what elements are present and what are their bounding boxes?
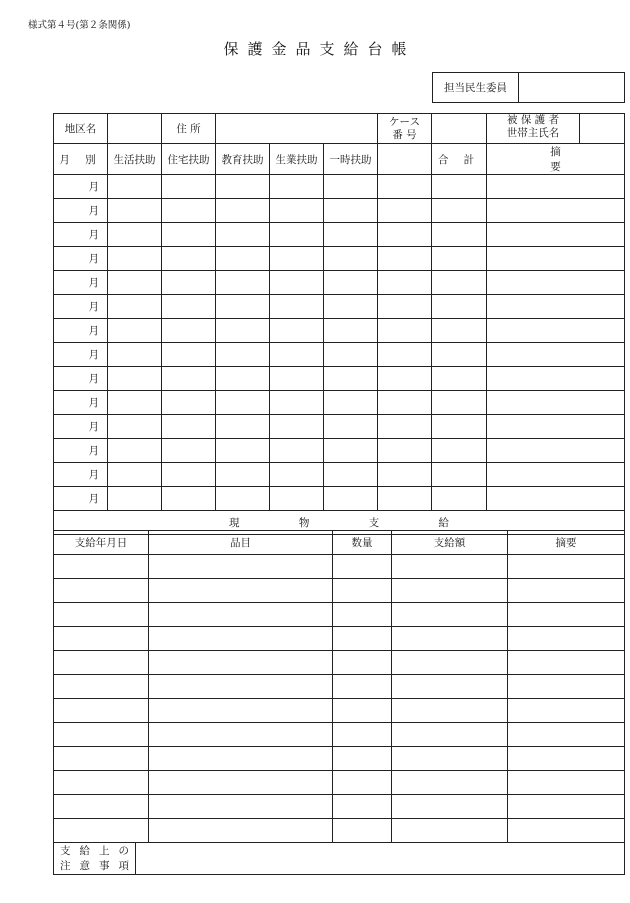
occupation-cell[interactable] — [270, 247, 324, 271]
item-cell[interactable] — [149, 699, 333, 723]
remarks-cell[interactable] — [487, 367, 625, 391]
in-kind-section-title: 現 物 支 給 — [54, 511, 625, 535]
notes-table — [53, 842, 625, 875]
housing-cell[interactable] — [162, 487, 216, 511]
housing-cell[interactable] — [162, 247, 216, 271]
col-issue-date: 支給年月日 — [54, 531, 149, 555]
in-kind-remarks-cell[interactable] — [508, 819, 625, 843]
issue-date-cell[interactable] — [54, 579, 149, 603]
month-row — [54, 391, 625, 415]
quantity-cell[interactable] — [333, 675, 392, 699]
amount-cell[interactable] — [392, 627, 508, 651]
protected-person-field[interactable] — [579, 114, 624, 143]
month-cell[interactable]: 月 — [54, 463, 108, 487]
month-row — [54, 439, 625, 463]
item-cell[interactable] — [149, 723, 333, 747]
total-cell[interactable] — [432, 343, 487, 367]
blank-cell[interactable] — [378, 175, 432, 199]
blank-cell[interactable] — [378, 343, 432, 367]
blank-cell[interactable] — [378, 247, 432, 271]
month-row — [54, 223, 625, 247]
living-cell[interactable] — [108, 271, 162, 295]
total-cell[interactable] — [432, 463, 487, 487]
case-number-label — [378, 114, 432, 144]
remarks-cell[interactable] — [487, 319, 625, 343]
month-row — [54, 343, 625, 367]
housing-cell[interactable] — [162, 463, 216, 487]
living-cell[interactable] — [108, 367, 162, 391]
col-blank — [378, 144, 432, 175]
total-cell[interactable] — [432, 415, 487, 439]
in-kind-remarks-cell[interactable] — [508, 627, 625, 651]
col-quantity: 数量 — [333, 531, 392, 555]
housing-cell[interactable] — [162, 271, 216, 295]
notes-label-line2: 注 意 事 項 — [60, 859, 129, 872]
col-in-kind-remarks: 摘要 — [508, 531, 625, 555]
temporary-cell[interactable] — [324, 247, 378, 271]
month-cell[interactable]: 月 — [54, 487, 108, 511]
in-kind-row — [54, 723, 625, 747]
occupation-cell[interactable] — [270, 415, 324, 439]
page-title: 保護金品支給台帳 — [223, 40, 416, 58]
month-cell[interactable]: 月 — [54, 199, 108, 223]
amount-cell[interactable] — [392, 555, 508, 579]
amount-cell[interactable] — [392, 795, 508, 819]
living-cell[interactable] — [108, 319, 162, 343]
occupation-cell[interactable] — [270, 175, 324, 199]
living-cell[interactable] — [108, 463, 162, 487]
education-cell[interactable] — [216, 487, 270, 511]
quantity-cell[interactable] — [333, 603, 392, 627]
temporary-cell[interactable] — [324, 463, 378, 487]
total-cell[interactable] — [432, 247, 487, 271]
amount-cell[interactable] — [392, 651, 508, 675]
occupation-cell[interactable] — [270, 439, 324, 463]
protected-label-line2: 世帯主氏名 — [506, 127, 560, 139]
total-cell[interactable] — [432, 487, 487, 511]
living-cell[interactable] — [108, 391, 162, 415]
protected-label-line1: 被 保 護 者 — [507, 114, 560, 126]
amount-cell[interactable] — [392, 771, 508, 795]
housing-cell[interactable] — [162, 223, 216, 247]
remarks-cell[interactable] — [487, 391, 625, 415]
address-field[interactable] — [216, 114, 378, 144]
amount-cell[interactable] — [392, 579, 508, 603]
remarks-cell[interactable] — [487, 343, 625, 367]
month-row — [54, 367, 625, 391]
education-cell[interactable] — [216, 247, 270, 271]
living-cell[interactable] — [108, 343, 162, 367]
quantity-cell[interactable] — [333, 579, 392, 603]
occupation-cell[interactable] — [270, 367, 324, 391]
quantity-cell[interactable] — [333, 627, 392, 651]
item-cell[interactable] — [149, 627, 333, 651]
remarks-cell[interactable] — [487, 463, 625, 487]
month-row — [54, 295, 625, 319]
education-cell[interactable] — [216, 463, 270, 487]
issue-date-cell[interactable] — [54, 699, 149, 723]
education-cell[interactable] — [216, 271, 270, 295]
item-cell[interactable] — [149, 795, 333, 819]
quantity-cell[interactable] — [333, 795, 392, 819]
temporary-cell[interactable] — [324, 175, 378, 199]
blank-cell[interactable] — [378, 271, 432, 295]
occupation-cell[interactable] — [270, 223, 324, 247]
issue-date-cell[interactable] — [54, 651, 149, 675]
blank-cell[interactable] — [378, 463, 432, 487]
education-cell[interactable] — [216, 223, 270, 247]
item-cell[interactable] — [149, 771, 333, 795]
occupation-cell[interactable] — [270, 319, 324, 343]
occupation-cell[interactable] — [270, 271, 324, 295]
month-row — [54, 415, 625, 439]
month-cell[interactable]: 月 — [54, 391, 108, 415]
col-temporary-assistance: 一時扶助 — [324, 144, 378, 175]
housing-cell[interactable] — [162, 295, 216, 319]
amount-cell[interactable] — [392, 675, 508, 699]
occupation-cell[interactable] — [270, 343, 324, 367]
item-cell[interactable] — [149, 579, 333, 603]
education-cell[interactable] — [216, 295, 270, 319]
case-label-line2: 番 号 — [392, 128, 417, 141]
case-number-field[interactable] — [432, 114, 487, 144]
housing-cell[interactable] — [162, 439, 216, 463]
total-cell[interactable] — [432, 439, 487, 463]
living-cell[interactable] — [108, 175, 162, 199]
housing-cell[interactable] — [162, 343, 216, 367]
in-kind-remarks-cell[interactable] — [508, 651, 625, 675]
commissioner-field[interactable] — [519, 73, 625, 103]
in-kind-remarks-cell[interactable] — [508, 555, 625, 579]
total-cell[interactable] — [432, 295, 487, 319]
notes-label — [54, 843, 136, 875]
remarks-cell[interactable] — [487, 223, 625, 247]
in-kind-row — [54, 747, 625, 771]
education-cell[interactable] — [216, 319, 270, 343]
in-kind-remarks-cell[interactable] — [508, 747, 625, 771]
issue-date-cell[interactable] — [54, 795, 149, 819]
issue-date-cell[interactable] — [54, 747, 149, 771]
temporary-cell[interactable] — [324, 295, 378, 319]
temporary-cell[interactable] — [324, 223, 378, 247]
blank-cell[interactable] — [378, 415, 432, 439]
quantity-cell[interactable] — [333, 723, 392, 747]
issue-date-cell[interactable] — [54, 771, 149, 795]
amount-cell[interactable] — [392, 747, 508, 771]
notes-label-line1: 支 給 上 の — [60, 844, 129, 857]
month-row — [54, 319, 625, 343]
living-cell[interactable] — [108, 487, 162, 511]
month-cell[interactable]: 月 — [54, 319, 108, 343]
temporary-cell[interactable] — [324, 391, 378, 415]
occupation-cell[interactable] — [270, 295, 324, 319]
blank-cell[interactable] — [378, 319, 432, 343]
amount-cell[interactable] — [392, 603, 508, 627]
commissioner-label: 担当民生委員 — [433, 73, 519, 103]
temporary-cell[interactable] — [324, 271, 378, 295]
protected-person-cell — [487, 114, 625, 144]
form-reference: 様式第４号(第２条関係) — [28, 20, 131, 31]
col-total: 合 計 — [432, 144, 487, 175]
in-kind-row — [54, 579, 625, 603]
housing-cell[interactable] — [162, 391, 216, 415]
living-cell[interactable] — [108, 415, 162, 439]
remarks-cell[interactable] — [487, 415, 625, 439]
in-kind-remarks-cell[interactable] — [508, 603, 625, 627]
quantity-cell[interactable] — [333, 771, 392, 795]
education-cell[interactable] — [216, 175, 270, 199]
in-kind-row — [54, 819, 625, 843]
item-cell[interactable] — [149, 555, 333, 579]
notes-field[interactable] — [136, 843, 625, 875]
temporary-cell[interactable] — [324, 343, 378, 367]
total-cell[interactable] — [432, 175, 487, 199]
col-remarks: 摘 要 — [487, 144, 625, 175]
quantity-cell[interactable] — [333, 747, 392, 771]
in-kind-row — [54, 555, 625, 579]
occupation-cell[interactable] — [270, 391, 324, 415]
housing-cell[interactable] — [162, 415, 216, 439]
blank-cell[interactable] — [378, 223, 432, 247]
month-row — [54, 463, 625, 487]
col-occupation-assistance: 生業扶助 — [270, 144, 324, 175]
education-cell[interactable] — [216, 439, 270, 463]
blank-cell[interactable] — [378, 439, 432, 463]
in-kind-remarks-cell[interactable] — [508, 795, 625, 819]
in-kind-row — [54, 699, 625, 723]
education-cell[interactable] — [216, 343, 270, 367]
in-kind-row — [54, 795, 625, 819]
education-cell[interactable] — [216, 199, 270, 223]
quantity-cell[interactable] — [333, 819, 392, 843]
month-cell[interactable]: 月 — [54, 367, 108, 391]
month-cell[interactable]: 月 — [54, 247, 108, 271]
education-cell[interactable] — [216, 415, 270, 439]
living-cell[interactable] — [108, 223, 162, 247]
quantity-cell[interactable] — [333, 555, 392, 579]
temporary-cell[interactable] — [324, 415, 378, 439]
occupation-cell[interactable] — [270, 463, 324, 487]
in-kind-row — [54, 771, 625, 795]
education-cell[interactable] — [216, 367, 270, 391]
living-cell[interactable] — [108, 247, 162, 271]
total-cell[interactable] — [432, 223, 487, 247]
in-kind-row — [54, 603, 625, 627]
remarks-cell[interactable] — [487, 175, 625, 199]
district-field[interactable] — [108, 114, 162, 144]
month-row — [54, 199, 625, 223]
blank-cell[interactable] — [378, 391, 432, 415]
col-month: 月 別 — [54, 144, 108, 175]
item-cell[interactable] — [149, 651, 333, 675]
amount-cell[interactable] — [392, 699, 508, 723]
temporary-cell[interactable] — [324, 199, 378, 223]
housing-cell[interactable] — [162, 367, 216, 391]
in-kind-remarks-cell[interactable] — [508, 771, 625, 795]
total-cell[interactable] — [432, 199, 487, 223]
temporary-cell[interactable] — [324, 487, 378, 511]
month-cell[interactable]: 月 — [54, 439, 108, 463]
col-amount: 支給額 — [392, 531, 508, 555]
education-cell[interactable] — [216, 391, 270, 415]
living-cell[interactable] — [108, 439, 162, 463]
quantity-cell[interactable] — [333, 699, 392, 723]
remarks-cell[interactable] — [487, 439, 625, 463]
month-cell[interactable]: 月 — [54, 223, 108, 247]
cash-ledger-table — [53, 113, 625, 535]
in-kind-row — [54, 627, 625, 651]
protected-person-label — [487, 114, 579, 143]
remarks-cell[interactable] — [487, 295, 625, 319]
item-cell[interactable] — [149, 819, 333, 843]
month-cell[interactable]: 月 — [54, 343, 108, 367]
occupation-cell[interactable] — [270, 487, 324, 511]
case-label-line1: ケース — [389, 115, 420, 128]
issue-date-cell[interactable] — [54, 627, 149, 651]
blank-cell[interactable] — [378, 487, 432, 511]
living-cell[interactable] — [108, 295, 162, 319]
address-label: 住 所 — [162, 114, 216, 144]
amount-cell[interactable] — [392, 819, 508, 843]
total-cell[interactable] — [432, 271, 487, 295]
housing-cell[interactable] — [162, 319, 216, 343]
issue-date-cell[interactable] — [54, 819, 149, 843]
remarks-cell[interactable] — [487, 271, 625, 295]
col-education-assistance: 教育扶助 — [216, 144, 270, 175]
col-item: 品目 — [149, 531, 333, 555]
living-cell[interactable] — [108, 199, 162, 223]
month-row — [54, 175, 625, 199]
issue-date-cell[interactable] — [54, 675, 149, 699]
in-kind-remarks-cell[interactable] — [508, 699, 625, 723]
total-cell[interactable] — [432, 319, 487, 343]
issue-date-cell[interactable] — [54, 555, 149, 579]
housing-cell[interactable] — [162, 175, 216, 199]
in-kind-remarks-cell[interactable] — [508, 579, 625, 603]
temporary-cell[interactable] — [324, 439, 378, 463]
month-row — [54, 247, 625, 271]
in-kind-remarks-cell[interactable] — [508, 723, 625, 747]
housing-cell[interactable] — [162, 199, 216, 223]
in-kind-table — [53, 530, 625, 843]
total-cell[interactable] — [432, 367, 487, 391]
column-header-row — [54, 144, 625, 175]
temporary-cell[interactable] — [324, 319, 378, 343]
item-cell[interactable] — [149, 747, 333, 771]
quantity-cell[interactable] — [333, 651, 392, 675]
month-cell[interactable]: 月 — [54, 295, 108, 319]
issue-date-cell[interactable] — [54, 723, 149, 747]
month-cell[interactable]: 月 — [54, 271, 108, 295]
remarks-cell[interactable] — [487, 247, 625, 271]
case-header-row — [54, 114, 625, 144]
district-label: 地区名 — [54, 114, 108, 144]
occupation-cell[interactable] — [270, 199, 324, 223]
month-cell[interactable]: 月 — [54, 415, 108, 439]
month-cell[interactable]: 月 — [54, 175, 108, 199]
amount-cell[interactable] — [392, 723, 508, 747]
temporary-cell[interactable] — [324, 367, 378, 391]
col-living-assistance: 生活扶助 — [108, 144, 162, 175]
remarks-cell[interactable] — [487, 199, 625, 223]
item-cell[interactable] — [149, 603, 333, 627]
issue-date-cell[interactable] — [54, 603, 149, 627]
remarks-cell[interactable] — [487, 487, 625, 511]
month-row — [54, 487, 625, 511]
in-kind-header-row — [54, 531, 625, 555]
total-cell[interactable] — [432, 391, 487, 415]
blank-cell[interactable] — [378, 295, 432, 319]
in-kind-row — [54, 651, 625, 675]
in-kind-row — [54, 675, 625, 699]
item-cell[interactable] — [149, 675, 333, 699]
commissioner-box — [432, 72, 625, 103]
blank-cell[interactable] — [378, 199, 432, 223]
col-housing-assistance: 住宅扶助 — [162, 144, 216, 175]
month-row — [54, 271, 625, 295]
blank-cell[interactable] — [378, 367, 432, 391]
in-kind-remarks-cell[interactable] — [508, 675, 625, 699]
